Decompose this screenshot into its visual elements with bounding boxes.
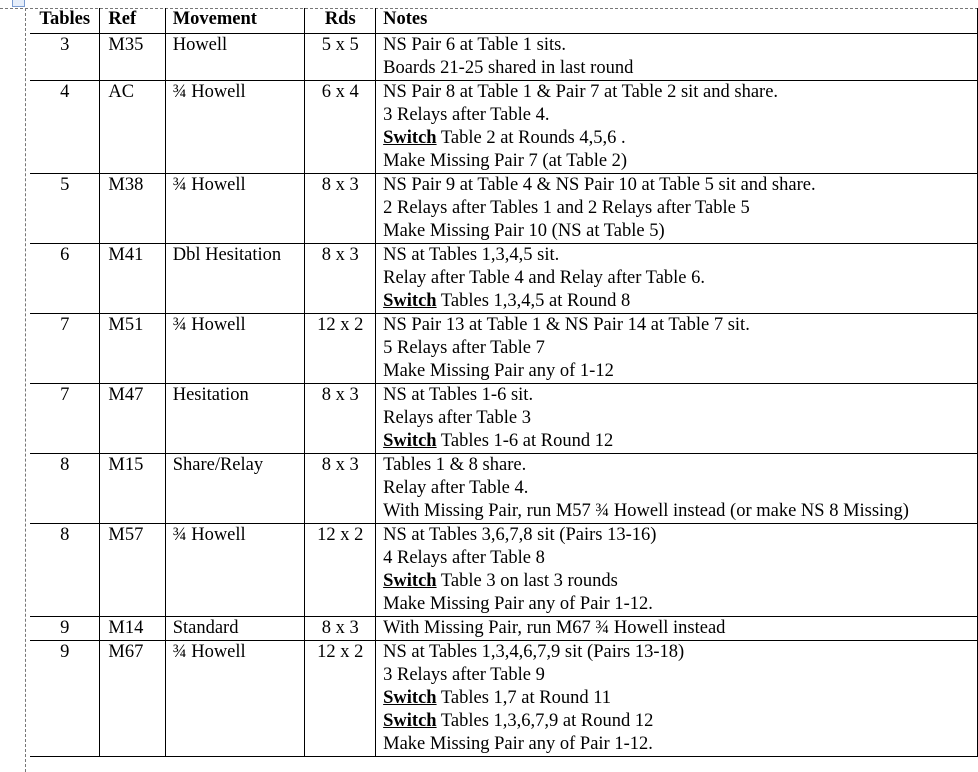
note-line	[383, 244, 977, 267]
note-text: Make Missing Pair any of 1-12	[383, 361, 614, 381]
cell-rds: 8 x 3	[305, 174, 376, 244]
header-notes: Notes	[376, 8, 978, 34]
cell-rds: 6 x 4	[305, 81, 376, 174]
note-line	[383, 641, 977, 664]
note-text: Table 3 on last 3 rounds	[436, 571, 618, 591]
cell-rds: 8 x 3	[305, 617, 376, 641]
note-line	[383, 127, 977, 150]
note-line	[383, 267, 977, 290]
table-row	[30, 617, 978, 641]
note-text: NS at Tables 1-6 sit.	[383, 385, 534, 405]
note-text: Make Missing Pair 10 (NS at Table 5)	[383, 221, 665, 241]
note-text: Tables 1-6 at Round 12	[436, 431, 614, 451]
note-line	[383, 57, 977, 80]
note-text: 5 Relays after Table 7	[383, 338, 545, 358]
cell-ref: M41	[100, 244, 165, 314]
note-text: Tables 1,7 at Round 11	[436, 688, 612, 708]
note-line	[383, 337, 977, 360]
note-line	[383, 290, 977, 313]
note-line	[383, 407, 977, 430]
cell-rds: 8 x 3	[305, 384, 376, 454]
cell-notes	[376, 384, 978, 454]
note-line	[383, 617, 977, 640]
cell-notes	[376, 617, 978, 641]
movements-table	[30, 8, 978, 757]
cell-ref: M15	[100, 454, 165, 524]
cell-movement: ¾ Howell	[165, 641, 305, 757]
cell-tables: 5	[30, 174, 100, 244]
cell-ref: AC	[100, 81, 165, 174]
switch-keyword: Switch	[383, 431, 437, 451]
header-tables: Tables	[30, 8, 100, 34]
cell-tables: 9	[30, 641, 100, 757]
table-row	[30, 244, 978, 314]
table-row	[30, 34, 978, 81]
cell-notes	[376, 454, 978, 524]
note-text: Relays after Table 3	[383, 408, 531, 428]
note-line	[383, 150, 977, 173]
table-row	[30, 384, 978, 454]
note-text: Tables 1 & 8 share.	[383, 455, 527, 475]
cell-ref: M57	[100, 524, 165, 617]
cell-tables: 8	[30, 524, 100, 617]
note-text: Relay after Table 4 and Relay after Table 6.	[383, 268, 706, 288]
cell-notes	[376, 174, 978, 244]
note-line	[383, 524, 977, 547]
cell-notes	[376, 314, 978, 384]
switch-keyword: Switch	[383, 128, 437, 148]
cell-rds: 8 x 3	[305, 454, 376, 524]
note-line	[383, 384, 977, 407]
cell-tables: 7	[30, 384, 100, 454]
note-line	[383, 81, 977, 104]
note-text: Make Missing Pair any of Pair 1-12.	[383, 594, 653, 614]
note-text: 3 Relays after Table 9	[383, 665, 545, 685]
table-row	[30, 314, 978, 384]
cell-rds: 12 x 2	[305, 641, 376, 757]
table-row	[30, 524, 978, 617]
note-text: NS Pair 8 at Table 1 & Pair 7 at Table 2 sit and share.	[383, 82, 779, 102]
cell-tables: 9	[30, 617, 100, 641]
note-text: NS Pair 6 at Table 1 sits.	[383, 35, 566, 55]
cell-movement: Hesitation	[165, 384, 305, 454]
note-line	[383, 664, 977, 687]
note-text: Table 2 at Rounds 4,5,6 .	[436, 128, 626, 148]
note-line	[383, 430, 977, 453]
cell-notes	[376, 34, 978, 81]
header-movement: Movement	[165, 8, 305, 34]
note-line	[383, 547, 977, 570]
cell-tables: 8	[30, 454, 100, 524]
cell-rds: 8 x 3	[305, 244, 376, 314]
note-text: Make Missing Pair any of Pair 1-12.	[383, 734, 653, 754]
cell-movement: Share/Relay	[165, 454, 305, 524]
cell-notes	[376, 81, 978, 174]
note-line	[383, 733, 977, 756]
cell-ref: M47	[100, 384, 165, 454]
cell-movement: ¾ Howell	[165, 524, 305, 617]
switch-keyword: Switch	[383, 571, 437, 591]
cell-notes	[376, 244, 978, 314]
note-text: Relay after Table 4.	[383, 478, 529, 498]
header-ref: Ref	[100, 8, 165, 34]
cell-ref: M38	[100, 174, 165, 244]
note-text: With Missing Pair, run M57 ¾ Howell instead (or make NS 8 Missing)	[383, 501, 909, 521]
note-text: 3 Relays after Table 4.	[383, 105, 550, 125]
cell-movement: Standard	[165, 617, 305, 641]
cell-tables: 4	[30, 81, 100, 174]
note-line	[383, 687, 977, 710]
cell-ref: M51	[100, 314, 165, 384]
note-text: Tables 1,3,6,7,9 at Round 12	[436, 711, 654, 731]
page-left-guide	[25, 8, 26, 772]
note-text: NS at Tables 1,3,4,5 sit.	[383, 245, 560, 265]
table-row	[30, 174, 978, 244]
table-row	[30, 641, 978, 757]
cell-movement: Dbl Hesitation	[165, 244, 305, 314]
cell-ref: M14	[100, 617, 165, 641]
note-text: NS at Tables 3,6,7,8 sit (Pairs 13-16)	[383, 525, 657, 545]
switch-keyword: Switch	[383, 291, 437, 311]
cell-rds: 12 x 2	[305, 314, 376, 384]
note-text: NS at Tables 1,3,4,6,7,9 sit (Pairs 13-18)	[383, 642, 685, 662]
cell-tables: 3	[30, 34, 100, 81]
cell-tables: 7	[30, 314, 100, 384]
note-line	[383, 34, 977, 57]
note-line	[383, 477, 977, 500]
note-line	[383, 197, 977, 220]
note-line	[383, 570, 977, 593]
table-row	[30, 81, 978, 174]
note-text: Tables 1,3,4,5 at Round 8	[436, 291, 631, 311]
note-text: NS Pair 13 at Table 1 & NS Pair 14 at Table 7 sit.	[383, 315, 750, 335]
switch-keyword: Switch	[383, 711, 437, 731]
cell-movement: ¾ Howell	[165, 314, 305, 384]
note-text: 2 Relays after Tables 1 and 2 Relays after Table 5	[383, 198, 750, 218]
cell-movement: ¾ Howell	[165, 174, 305, 244]
switch-keyword: Switch	[383, 688, 437, 708]
note-line	[383, 593, 977, 616]
note-text: Boards 21-25 shared in last round	[383, 58, 634, 78]
note-line	[383, 220, 977, 243]
cell-ref: M35	[100, 34, 165, 81]
cell-rds: 12 x 2	[305, 524, 376, 617]
note-text: Make Missing Pair 7 (at Table 2)	[383, 151, 628, 171]
table-row	[30, 454, 978, 524]
note-text: NS Pair 9 at Table 4 & NS Pair 10 at Table 5 sit and share.	[383, 175, 816, 195]
note-line	[383, 104, 977, 127]
cell-movement: Howell	[165, 34, 305, 81]
note-line	[383, 454, 977, 477]
cell-notes	[376, 641, 978, 757]
cell-notes	[376, 524, 978, 617]
cell-ref: M67	[100, 641, 165, 757]
note-text: 4 Relays after Table 8	[383, 548, 545, 568]
note-line	[383, 360, 977, 383]
table-move-handle-icon[interactable]	[12, 0, 25, 7]
cell-tables: 6	[30, 244, 100, 314]
note-line	[383, 500, 977, 523]
note-line	[383, 314, 977, 337]
header-rds: Rds	[305, 8, 376, 34]
cell-rds: 5 x 5	[305, 34, 376, 81]
table-header-row	[30, 8, 978, 34]
note-line	[383, 174, 977, 197]
note-line	[383, 710, 977, 733]
note-text: With Missing Pair, run M67 ¾ Howell instead	[383, 618, 726, 638]
cell-movement: ¾ Howell	[165, 81, 305, 174]
